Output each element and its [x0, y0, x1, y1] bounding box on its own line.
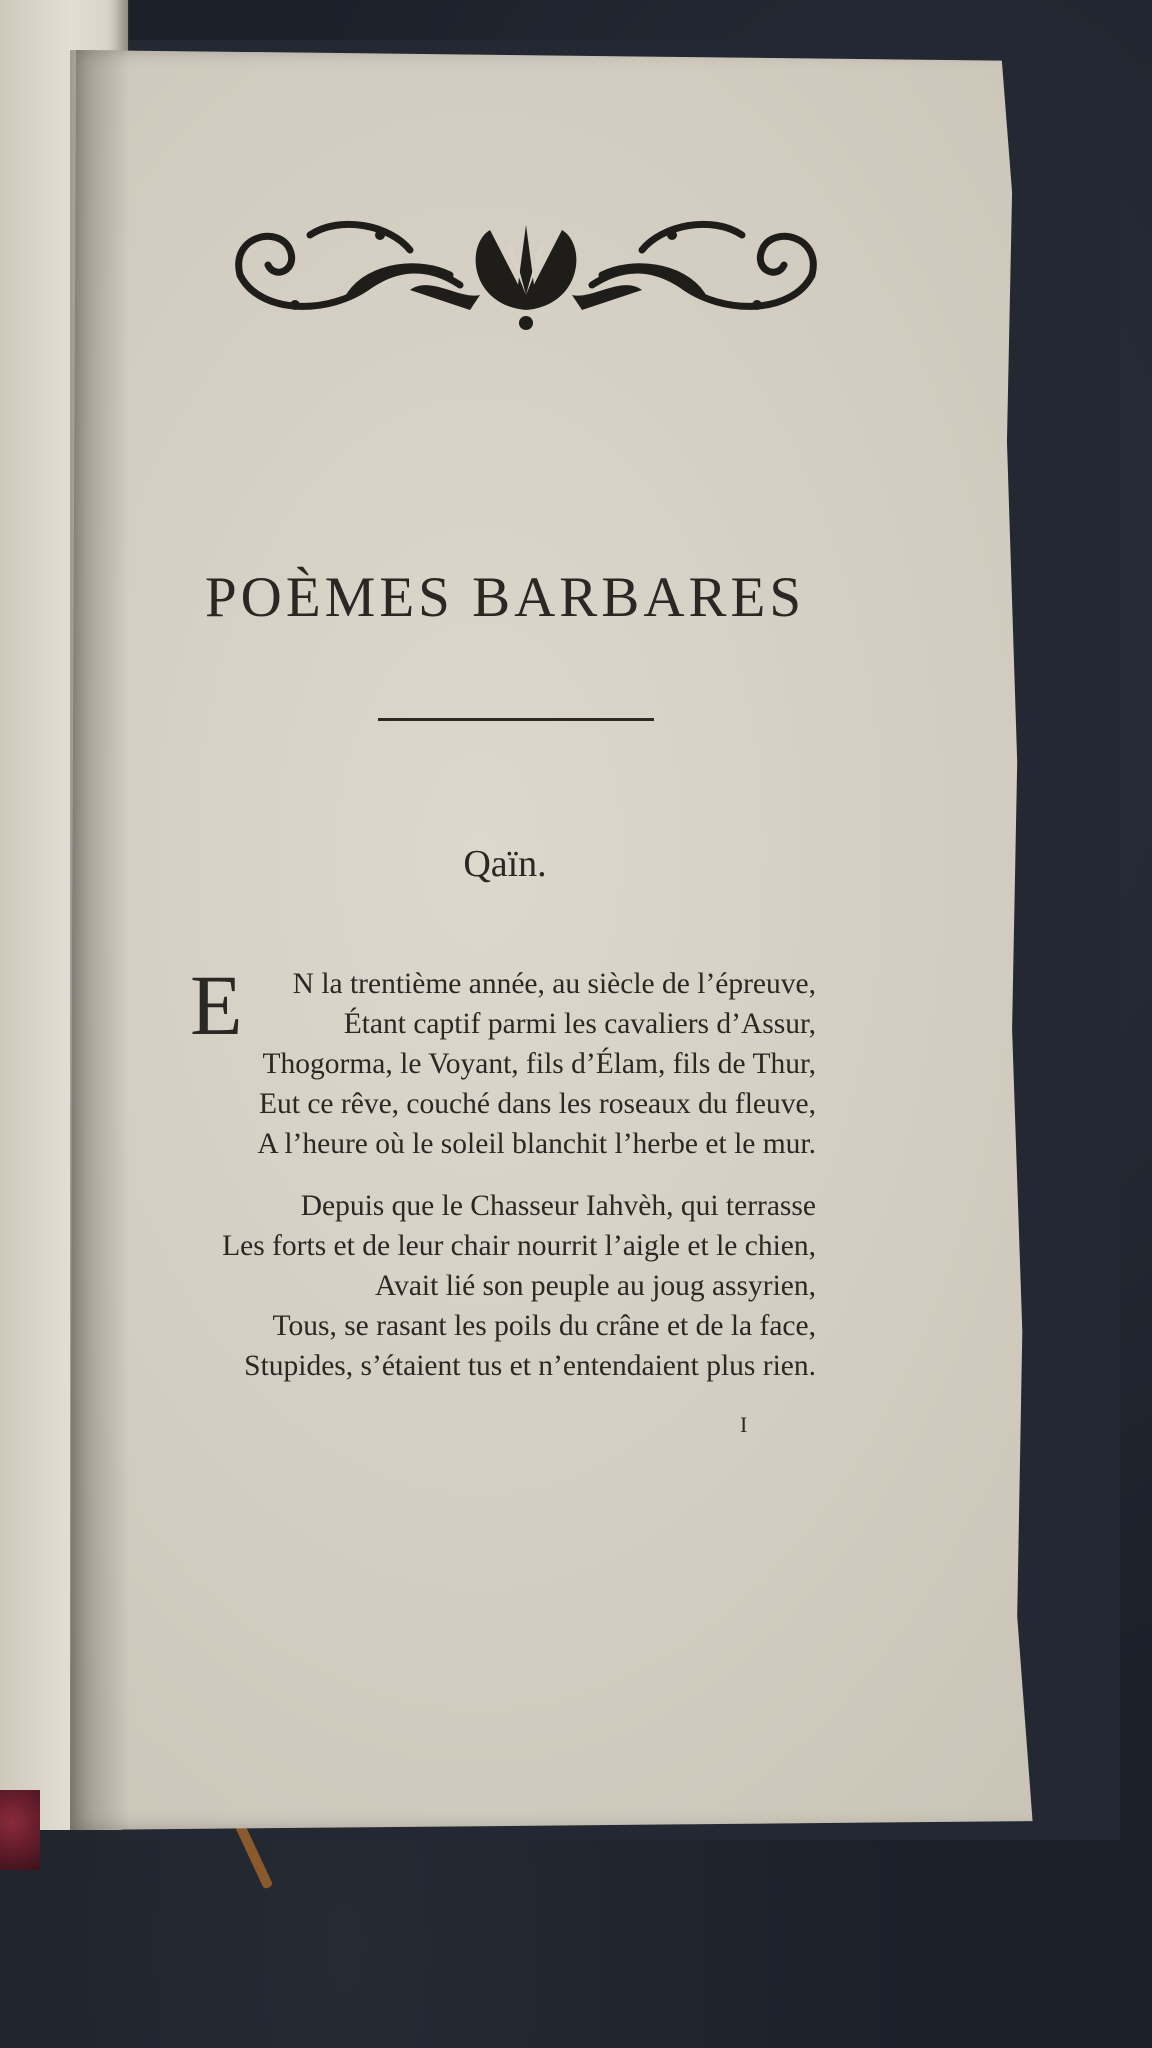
book-title: POÈMES BARBARES — [204, 566, 806, 629]
floral-headpiece-ornament-icon — [220, 205, 832, 335]
page-number: I — [740, 1412, 748, 1437]
poem-line: Depuis que le Chasseur Iahvèh, qui terrasse — [300, 1190, 816, 1222]
red-binding-corner — [0, 1790, 40, 1870]
poem-line: Tous, se rasant les poils du crâne et de la face, — [272, 1310, 816, 1342]
poem-line: A l’heure où le soleil blanchit l’herbe et le mur. — [257, 1128, 816, 1160]
poem-line: N la trentième année, au siècle de l’épreuve, — [292, 968, 816, 1000]
poem-line: Eut ce rêve, couché dans les roseaux du fleuve, — [259, 1088, 816, 1120]
poem-line: Thogorma, le Voyant, fils d’Élam, fils de Thur, — [262, 1048, 816, 1080]
poem-line: Stupides, s’étaient tus et n’entendaient plus rien. — [244, 1350, 816, 1382]
stanza-2 — [176, 1186, 876, 1386]
poem-line: Les forts et de leur chair nourrit l’aigle et le chien, — [222, 1230, 816, 1262]
drop-cap: E — [190, 957, 243, 1053]
stanza-1 — [176, 957, 876, 1164]
poem-line: Avait lié son peuple au joug assyrien, — [374, 1270, 816, 1302]
poem-title: Qaïn. — [463, 843, 547, 885]
page-gutter-shadow — [70, 50, 130, 1830]
poem-line: Étant captif parmi les cavaliers d’Assur, — [343, 1008, 816, 1040]
title-divider-rule — [378, 718, 654, 721]
